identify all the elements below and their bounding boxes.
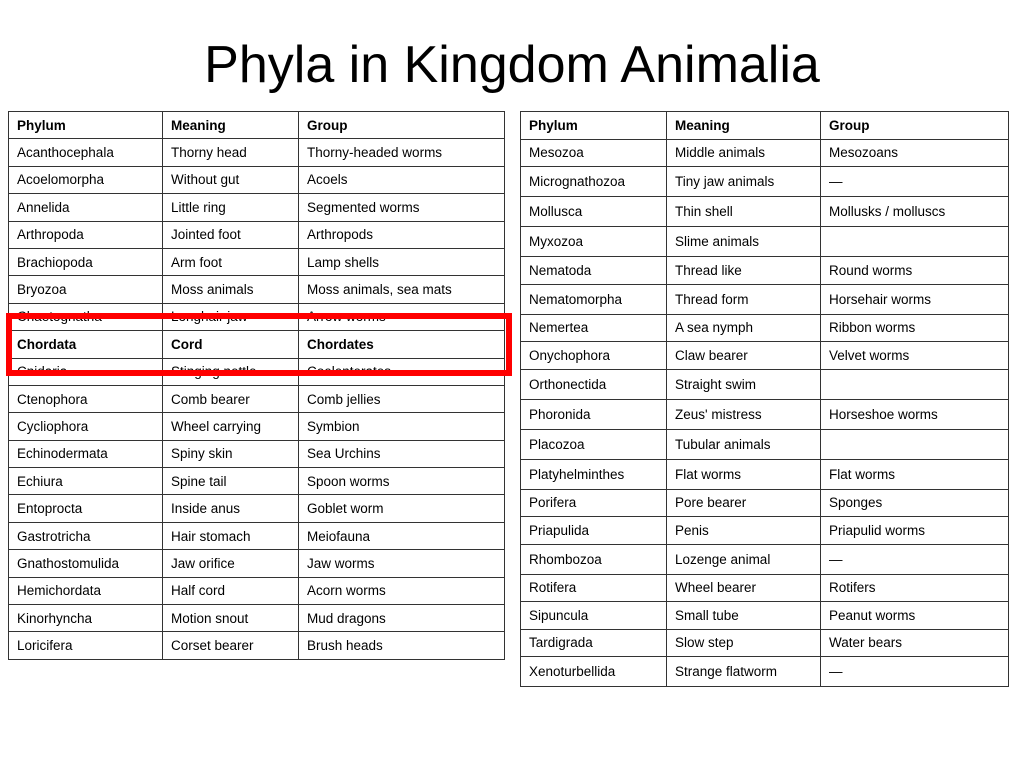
group-cell: Mud dragons: [299, 605, 505, 632]
meaning-cell: Wheel bearer: [667, 574, 821, 602]
phylum-cell: Acoelomorpha: [9, 166, 163, 193]
table-row: [9, 248, 505, 275]
table-row: [521, 489, 1009, 517]
table-row: [9, 550, 505, 577]
table-row: [521, 257, 1009, 285]
group-cell: Sponges: [821, 489, 1009, 517]
group-cell: Coelenterates: [299, 358, 505, 385]
meaning-cell: Small tube: [667, 602, 821, 630]
meaning-cell: Claw bearer: [667, 342, 821, 370]
group-cell: Mesozoans: [821, 139, 1009, 167]
meaning-cell: Hair stomach: [163, 522, 299, 549]
group-cell: Goblet worm: [299, 495, 505, 522]
table-row: [521, 197, 1009, 227]
table-row: [521, 657, 1009, 687]
meaning-cell: Stinging nettle: [163, 358, 299, 385]
group-cell: [821, 369, 1009, 399]
table-row: [9, 221, 505, 248]
table-row: [521, 517, 1009, 545]
meaning-cell: A sea nymph: [667, 314, 821, 342]
group-cell: Priapulid worms: [821, 517, 1009, 545]
group-cell: Velvet worms: [821, 342, 1009, 370]
phylum-cell: Micrognathozoa: [521, 167, 667, 197]
table-row: [9, 522, 505, 549]
meaning-cell: Zeus' mistress: [667, 399, 821, 429]
group-cell: Meiofauna: [299, 522, 505, 549]
table-row: [521, 602, 1009, 630]
group-cell: Rotifers: [821, 574, 1009, 602]
group-cell: —: [821, 544, 1009, 574]
phylum-cell: Cycliophora: [9, 413, 163, 440]
meaning-cell: Slow step: [667, 629, 821, 657]
meaning-cell: Corset bearer: [163, 632, 299, 659]
meaning-cell: Half cord: [163, 577, 299, 604]
phylum-cell: Nemertea: [521, 314, 667, 342]
phylum-cell: Echiura: [9, 468, 163, 495]
group-cell: Arthropods: [299, 221, 505, 248]
group-cell: Spoon worms: [299, 468, 505, 495]
table-row: [9, 139, 505, 166]
group-cell: [821, 227, 1009, 257]
table-row: [521, 629, 1009, 657]
group-cell: Jaw worms: [299, 550, 505, 577]
phylum-cell: Porifera: [521, 489, 667, 517]
phylum-cell: Myxozoa: [521, 227, 667, 257]
group-cell: Chordates: [299, 331, 505, 358]
phylum-cell: Chaetognatha: [9, 303, 163, 330]
group-cell: Segmented worms: [299, 194, 505, 221]
meaning-cell: Inside anus: [163, 495, 299, 522]
group-cell: Round worms: [821, 257, 1009, 285]
table-row: [9, 166, 505, 193]
phylum-cell: Platyhelminthes: [521, 459, 667, 489]
meaning-cell: Longhair jaw: [163, 303, 299, 330]
phylum-cell: Sipuncula: [521, 602, 667, 630]
meaning-cell: Thorny head: [163, 139, 299, 166]
table-row: [9, 276, 505, 303]
group-cell: —: [821, 167, 1009, 197]
table-row: [521, 227, 1009, 257]
phylum-cell: Onychophora: [521, 342, 667, 370]
group-cell: Moss animals, sea mats: [299, 276, 505, 303]
column-header-group: Group: [821, 112, 1009, 140]
group-cell: Arrow worms: [299, 303, 505, 330]
phylum-cell: Mesozoa: [521, 139, 667, 167]
group-cell: Water bears: [821, 629, 1009, 657]
column-header-meaning: Meaning: [163, 112, 299, 139]
table-row: [521, 574, 1009, 602]
phylum-cell: Rotifera: [521, 574, 667, 602]
table-row: [521, 167, 1009, 197]
meaning-cell: Cord: [163, 331, 299, 358]
phylum-cell: Annelida: [9, 194, 163, 221]
meaning-cell: Penis: [667, 517, 821, 545]
phylum-cell: Bryozoa: [9, 276, 163, 303]
meaning-cell: Jaw orifice: [163, 550, 299, 577]
meaning-cell: Thread like: [667, 257, 821, 285]
table-row: [521, 399, 1009, 429]
meaning-cell: Slime animals: [667, 227, 821, 257]
meaning-cell: Tubular animals: [667, 429, 821, 459]
phylum-cell: Mollusca: [521, 197, 667, 227]
group-cell: [821, 429, 1009, 459]
table-row: [521, 139, 1009, 167]
table-row: [9, 468, 505, 495]
column-header-phylum: Phylum: [521, 112, 667, 140]
meaning-cell: Straight swim: [667, 369, 821, 399]
table-row: [9, 605, 505, 632]
meaning-cell: Moss animals: [163, 276, 299, 303]
group-cell: Horseshoe worms: [821, 399, 1009, 429]
meaning-cell: Flat worms: [667, 459, 821, 489]
table-row: [521, 314, 1009, 342]
phylum-cell: Gnathostomulida: [9, 550, 163, 577]
phylum-cell: Nematomorpha: [521, 284, 667, 314]
phylum-cell: Entoprocta: [9, 495, 163, 522]
meaning-cell: Spine tail: [163, 468, 299, 495]
phylum-cell: Xenoturbellida: [521, 657, 667, 687]
group-cell: Horsehair worms: [821, 284, 1009, 314]
table-row: [9, 495, 505, 522]
meaning-cell: Arm foot: [163, 248, 299, 275]
phylum-cell: Acanthocephala: [9, 139, 163, 166]
table-row: [521, 544, 1009, 574]
table-row: [521, 429, 1009, 459]
group-cell: Acoels: [299, 166, 505, 193]
table-row: [521, 369, 1009, 399]
group-cell: —: [821, 657, 1009, 687]
meaning-cell: Little ring: [163, 194, 299, 221]
meaning-cell: Tiny jaw animals: [667, 167, 821, 197]
phyla-table-left: [8, 111, 505, 660]
meaning-cell: Motion snout: [163, 605, 299, 632]
column-header-group: Group: [299, 112, 505, 139]
meaning-cell: Spiny skin: [163, 440, 299, 467]
group-cell: Peanut worms: [821, 602, 1009, 630]
meaning-cell: Wheel carrying: [163, 413, 299, 440]
phylum-cell: Ctenophora: [9, 385, 163, 412]
meaning-cell: Thin shell: [667, 197, 821, 227]
group-cell: Sea Urchins: [299, 440, 505, 467]
meaning-cell: Jointed foot: [163, 221, 299, 248]
meaning-cell: Middle animals: [667, 139, 821, 167]
highlight-box: [6, 313, 512, 376]
group-cell: Lamp shells: [299, 248, 505, 275]
table-header-row: [521, 112, 1009, 140]
group-cell: Comb jellies: [299, 385, 505, 412]
table-row: [521, 459, 1009, 489]
meaning-cell: Strange flatworm: [667, 657, 821, 687]
phylum-cell: Rhombozoa: [521, 544, 667, 574]
column-header-phylum: Phylum: [9, 112, 163, 139]
phylum-cell: Hemichordata: [9, 577, 163, 604]
table-row: [521, 342, 1009, 370]
page-title: Phyla in Kingdom Animalia: [204, 36, 820, 94]
group-cell: Flat worms: [821, 459, 1009, 489]
phylum-cell: Chordata: [9, 331, 163, 358]
phylum-cell: Tardigrada: [521, 629, 667, 657]
phylum-cell: Gastrotricha: [9, 522, 163, 549]
phylum-cell: Priapulida: [521, 517, 667, 545]
group-cell: Mollusks / molluscs: [821, 197, 1009, 227]
group-cell: Acorn worms: [299, 577, 505, 604]
group-cell: Ribbon worms: [821, 314, 1009, 342]
phylum-cell: Echinodermata: [9, 440, 163, 467]
meaning-cell: Pore bearer: [667, 489, 821, 517]
phylum-cell: Phoronida: [521, 399, 667, 429]
table-row: [9, 440, 505, 467]
table-row: [521, 284, 1009, 314]
table-header-row: [9, 112, 505, 139]
group-cell: Symbion: [299, 413, 505, 440]
group-cell: Brush heads: [299, 632, 505, 659]
phylum-cell: Placozoa: [521, 429, 667, 459]
meaning-cell: Thread form: [667, 284, 821, 314]
phylum-cell: Orthonectida: [521, 369, 667, 399]
meaning-cell: Without gut: [163, 166, 299, 193]
column-header-meaning: Meaning: [667, 112, 821, 140]
group-cell: Thorny-headed worms: [299, 139, 505, 166]
phylum-cell: Cnidaria: [9, 358, 163, 385]
table-row: [9, 385, 505, 412]
phylum-cell: Arthropoda: [9, 221, 163, 248]
phyla-table-right: [520, 111, 1009, 687]
phylum-cell: Nematoda: [521, 257, 667, 285]
table-row: [9, 632, 505, 659]
meaning-cell: Lozenge animal: [667, 544, 821, 574]
meaning-cell: Comb bearer: [163, 385, 299, 412]
phylum-cell: Loricifera: [9, 632, 163, 659]
phylum-cell: Brachiopoda: [9, 248, 163, 275]
table-row: [9, 194, 505, 221]
table-row: [9, 413, 505, 440]
phylum-cell: Kinorhyncha: [9, 605, 163, 632]
table-row: [9, 577, 505, 604]
